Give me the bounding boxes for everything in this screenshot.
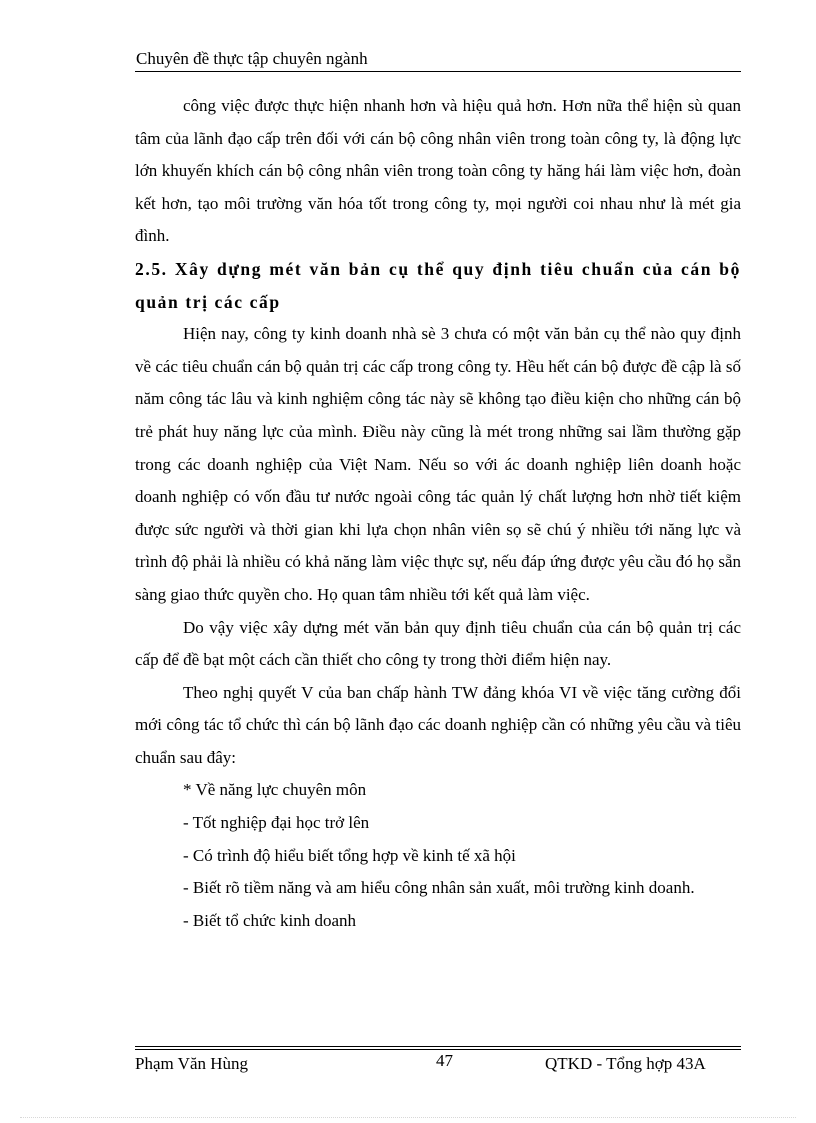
footer-divider-bottom [135,1049,741,1050]
list-item-organize: - Biết tổ chức kinh doanh [183,910,357,930]
page-number: 47 [436,1051,453,1070]
paragraph-2: Hiện nay, công ty kinh doanh nhà sè 3 chưa có một văn bản cụ thể nào quy định về các tiêu chuẩn cán bộ quản trị các cấp trong công ty. Hều hết cán bộ được đề cập là số năm công tác lâu và kinh nghiệm công tác này sẽ không tạo điều kiện cho những cán bộ trẻ phát huy năng lực của mình. Điều này cũng là mét trong những sai lầm thường gặp trong các doanh nghiệp của Việt Nam. Nếu so với ác doanh nghiệp liên doanh hoặc doanh nghiệp có vốn đầu tư nước ngoài công tác quản lý chất lượng hơn nhờ tiết kiệm được sức người và thời gian khi lựa chọn nhân viên sọ sẽ chú ý nhiều tới năng lực và trình độ phải là nhiều có khả năng làm việc thực sự, nếu đáp ứng được yêu cầu đó họ sẵn sàng giao thức quyền cho. Họ quan tâm nhiều tới kết quả làm việc. [135,324,741,604]
paragraph-4: Theo nghị quyết V của ban chấp hành TW đảng khóa VI về việc tăng cường đổi mới công tác tổ chức thì cán bộ lãnh đạo các doanh nghiệp cần có những yêu cầu và tiêu chuẩn sau đây: [135,682,741,767]
section-heading: 2.5. Xây dựng mét văn bản cụ thể quy định tiêu chuẩn của cán bộ quản trị các cấp [135,258,741,312]
running-header-title: Chuyên đề thực tập chuyên ngành [136,49,368,68]
page-edge-dots [20,1117,796,1118]
paragraph-3: Do vậy việc xây dựng mét văn bản quy định tiêu chuẩn của cán bộ quản trị các cấp để đề bạt một cách cần thiết cho công ty trong thời điểm hiện nay. [135,617,741,670]
page-body [135,90,741,937]
footer-class-info: QTKD - Tổng hợp 43A [545,1054,706,1073]
list-item-potential: - Biết rõ tiềm năng và am hiểu công nhân sản xuất, môi trường kinh doanh. [183,878,695,898]
paragraph-1: công việc được thực hiện nhanh hơn và hiệu quả hơn. Hơn nữa thể hiện sù quan tâm của lãnh đạo cấp trên đối với cán bộ công nhân viên trong toàn công ty, là động lực lớn khuyến khích cán bộ công nhân viên trong toàn công ty hăng hái làm việc hơn, đoàn kết hơn, tạo môi trường văn hóa tốt trong công ty, mọi người coi nhau như là mét gia đình. [135,96,741,246]
list-item-competence: * Về năng lực chuyên môn [183,780,367,800]
list-item-education: - Tốt nghiệp đại học trở lên [183,813,370,833]
footer-divider-top [135,1046,741,1047]
footer-author: Phạm Văn Hùng [135,1054,249,1073]
header-divider [135,71,741,72]
list-item-knowledge: - Có trình độ hiểu biết tổng hợp về kinh tế xã hội [183,845,516,865]
